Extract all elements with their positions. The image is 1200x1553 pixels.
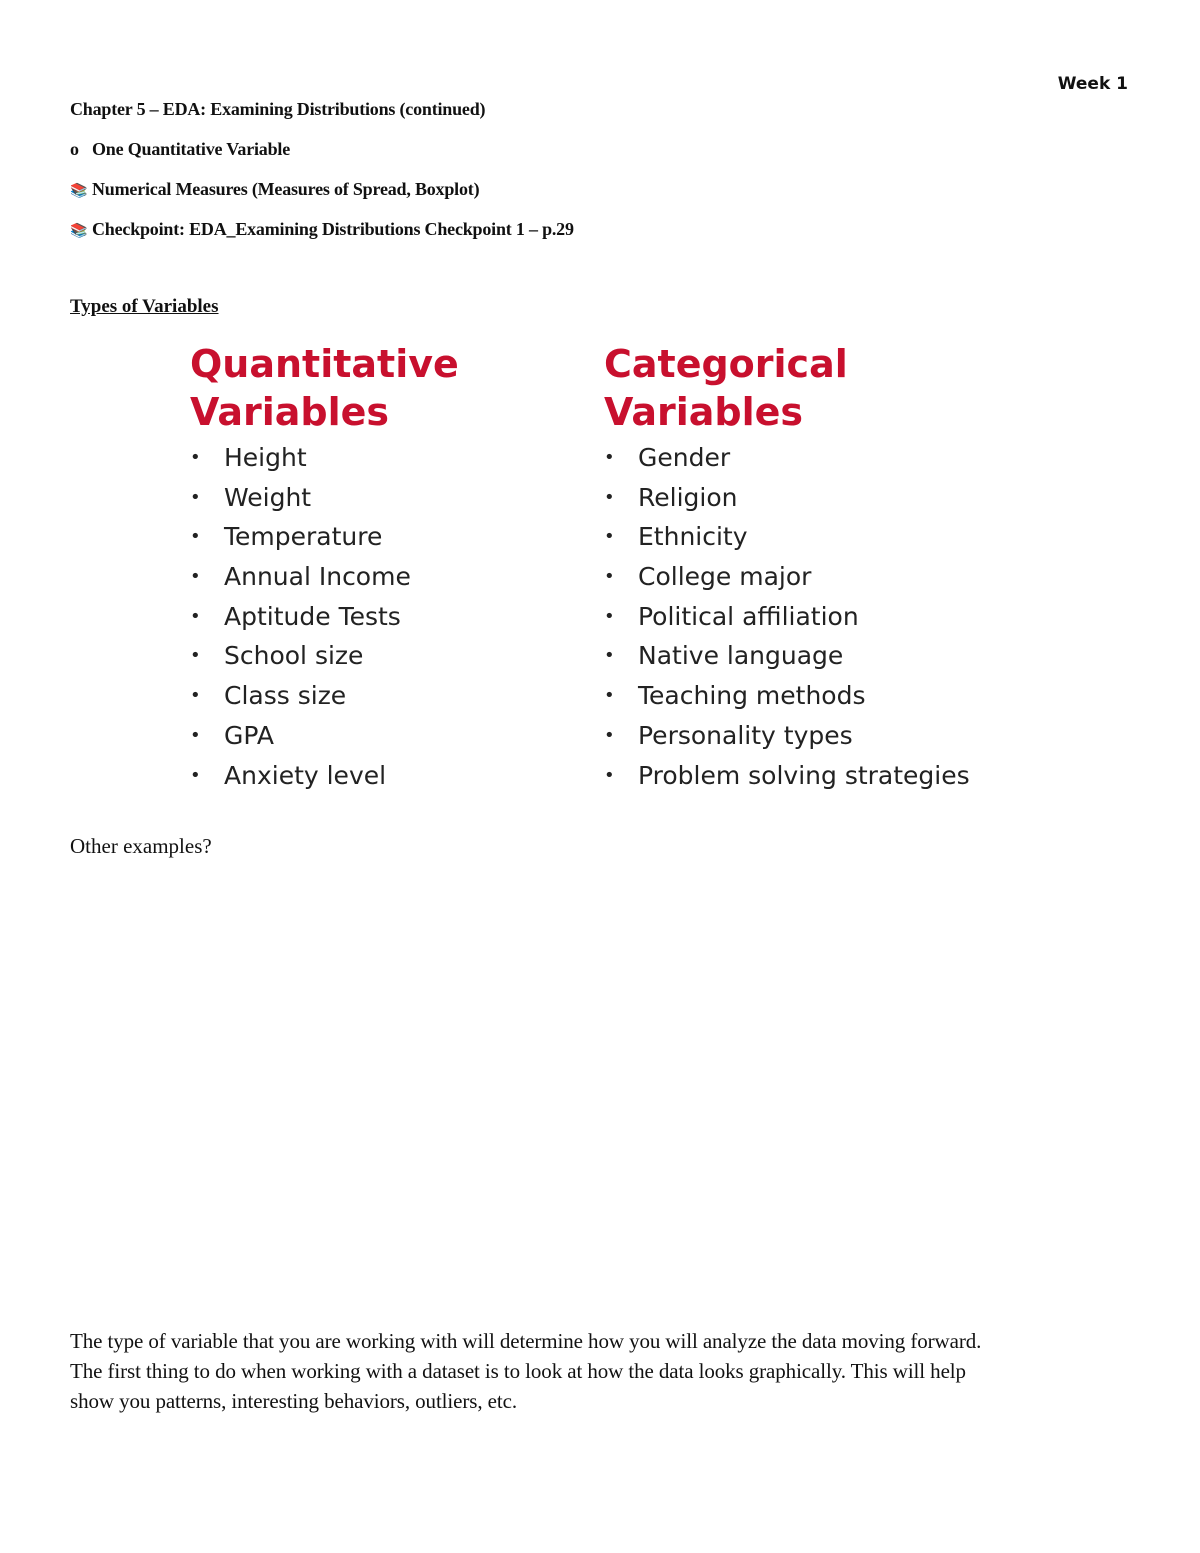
categorical-list [604, 438, 970, 795]
outline-item-quantitative [70, 136, 574, 176]
item-label: College major [638, 562, 812, 592]
week-label: Week 1 [1057, 74, 1128, 94]
outline-chapter-title [70, 96, 574, 136]
categorical-title [604, 340, 970, 436]
list-item [190, 438, 459, 478]
bullet-icon: • [604, 605, 615, 627]
bullet-icon: • [604, 526, 615, 548]
item-label: GPA [224, 720, 274, 750]
list-item [604, 597, 970, 637]
list-item [604, 478, 970, 518]
bullet-icon: • [604, 447, 615, 468]
item-label: Weight [224, 482, 312, 512]
bullet-icon: • [190, 645, 201, 667]
list-item [190, 557, 459, 597]
body-paragraph [70, 1326, 1130, 1416]
item-label: Temperature [224, 522, 383, 552]
list-item [604, 676, 970, 716]
item-label: Personality types [638, 720, 853, 750]
outline-text: Checkpoint: EDA_Examining Distributions Checkpoint 1 – p.29 [92, 219, 574, 239]
paragraph-line: show you patterns, interesting behaviors, outliers, etc. [70, 1389, 517, 1413]
variable-types-figure [172, 332, 992, 818]
item-label: Religion [638, 482, 738, 512]
item-label: Gender [638, 443, 731, 472]
item-label: Problem solving strategies [638, 760, 970, 790]
bullet-icon: • [604, 486, 615, 508]
bullet-icon: • [190, 605, 201, 627]
bullet-icon: • [190, 486, 201, 508]
outline-text: One Quantitative Variable [92, 139, 291, 159]
list-item [190, 517, 459, 557]
bullet-icon: • [190, 764, 201, 786]
outline-item-checkpoint [70, 216, 574, 256]
list-item [604, 636, 970, 676]
list-item [190, 636, 459, 676]
chapter-outline [70, 96, 574, 256]
bullet-icon: • [604, 724, 615, 746]
list-item [604, 756, 970, 796]
bullet-icon: • [190, 447, 201, 468]
bullet-icon: • [190, 566, 201, 588]
circle-bullet-marker: o [70, 139, 79, 159]
list-item [190, 478, 459, 518]
title-line: Categorical [604, 342, 848, 386]
checklist-icon: 📚 [70, 183, 88, 199]
bullet-icon: • [604, 645, 615, 667]
outline-text: Chapter 5 – EDA: Examining Distributions (continued) [70, 99, 486, 119]
item-label: Ethnicity [638, 522, 748, 552]
item-label: Teaching methods [638, 681, 866, 711]
list-item [604, 438, 970, 478]
list-item [190, 597, 459, 637]
title-line: Variables [604, 390, 803, 434]
paragraph-line: The first thing to do when working with a dataset is to look at how the data looks graphically. This will help [70, 1359, 966, 1383]
other-examples-prompt: Other examples? [70, 834, 212, 858]
bullet-icon: • [190, 526, 201, 548]
paragraph-line: The type of variable that you are working with will determine how you will analyze the data moving forward. [70, 1329, 982, 1353]
list-item [604, 557, 970, 597]
outline-text: Numerical Measures (Measures of Spread, Boxplot) [92, 179, 480, 199]
list-item [604, 716, 970, 756]
bullet-icon: • [190, 724, 201, 746]
title-line: Variables [190, 390, 389, 434]
bullet-icon: • [190, 685, 201, 707]
item-label: Anxiety level [224, 760, 387, 790]
list-item [190, 756, 459, 796]
checklist-icon: 📚 [70, 223, 88, 239]
quantitative-list [190, 438, 459, 795]
title-line: Quantitative [190, 342, 459, 386]
item-label: Aptitude Tests [224, 601, 401, 631]
quantitative-title [190, 340, 459, 436]
quantitative-column [190, 340, 459, 795]
item-label: School size [224, 641, 364, 671]
list-item [190, 676, 459, 716]
section-title: Types of Variables [70, 296, 219, 317]
item-label: Height [224, 443, 307, 472]
list-item [604, 517, 970, 557]
bullet-icon: • [604, 566, 615, 588]
bullet-icon: • [604, 764, 615, 786]
item-label: Class size [224, 681, 347, 711]
item-label: Political affiliation [638, 601, 859, 631]
item-label: Annual Income [224, 562, 411, 592]
list-item [190, 716, 459, 756]
item-label: Native language [638, 641, 844, 671]
bullet-icon: • [604, 685, 615, 707]
categorical-column [604, 340, 970, 795]
outline-item-numerical-measures [70, 176, 574, 216]
